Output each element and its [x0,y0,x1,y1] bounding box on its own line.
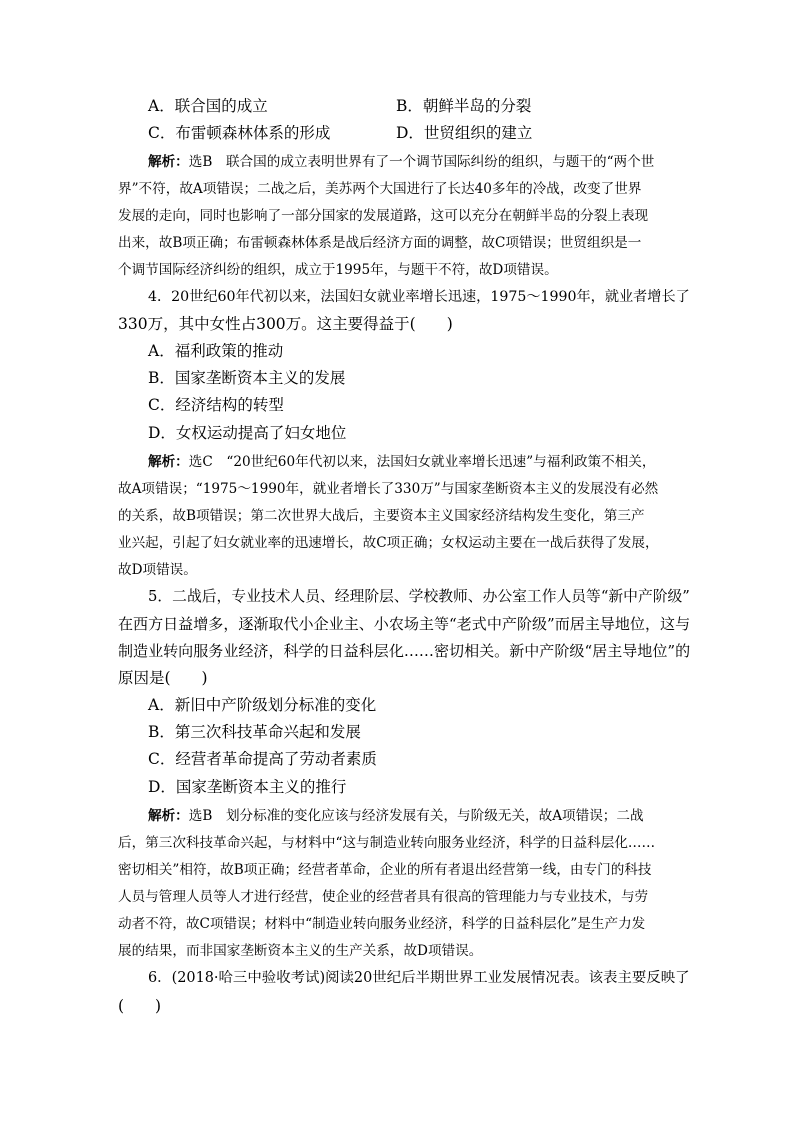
q3-option-b: B．朝鲜半岛的分裂 [396,97,532,115]
q4-explanation-line-1: 解析：选C “20世纪60年代初以来，法国妇女就业率增长迅速”与福利政策不相关， [148,454,656,470]
q5-explanation-line-4: 人员与管理人员等人才进行经营，使企业的经营者具有很高的管理能力与专业技术，与劳 [118,889,649,905]
q4-option-b: B．国家垄断资本主义的发展 [148,369,346,387]
q5-explanation-line-6: 展的结果，而非国家垄断资本主义的生产关系，故D项错误。 [118,943,483,959]
q3-explanation-label: 解析： [148,154,189,170]
q3-options-row-1 [148,96,708,118]
q5-stem-line-3: 制造业转向服务业经济，科学的日益科层化……密切相关。新中产阶级“居主导地位”的 [118,642,691,660]
q5-option-c: C．经营者革命提高了劳动者素质 [148,750,377,768]
q5-explanation-line-2: 后，第三次科技革命兴起，与材料中“这与制造业转向服务业经济，科学的日益科层化…… [118,835,656,851]
q5-option-d: D．国家垄断资本主义的推行 [148,778,347,796]
q4-explanation-line-5: 故D项错误。 [118,562,197,578]
q5-explanation-line-1: 解析：选B 划分标准的变化应该与经济发展有关，与阶级无关，故A项错误；二战 [148,808,644,824]
q4-stem-line-2: 330万，其中女性占300万。这主要得益于( ) [118,315,453,333]
q5-explanation-line-3: 密切相关”相符，故B项正确；经营者革命，企业的所有者退出经营第一线，由专门的科技 [118,862,652,878]
q4-option-d: D．女权运动提高了妇女地位 [148,424,347,442]
q3-explanation-line-4: 出来，故B项正确；布雷顿森林体系是战后经济方面的调整，故C项错误；世贸组织是一 [118,235,642,251]
q3-explanation-line-1: 解析：选B 联合国的成立表明世界有了一个调节国际纠纷的组织，与题干的“两个世 [148,154,655,170]
q4-explanation-line-2: 故A项错误；“1975～1990年，就业者增长了330万”与国家垄断资本主义的发展没有必然 [118,481,659,497]
q3-explanation-line-3: 发展的走向，同时也影响了一部分国家的发展道路，这可以充分在朝鲜半岛的分裂上表现 [118,208,649,224]
q5-option-b: B．第三次科技革命兴起和发展 [148,723,361,741]
q4-option-c: C．经济结构的转型 [148,396,284,414]
q3-options-row-2 [148,123,708,145]
q5-stem-line-1: 5．二战后，专业技术人员、经理阶层、学校教师、办公室工作人员等“新中产阶级” [148,588,690,605]
q6-stem-line-1: 6．(2018·哈三中验收考试)阅读20世纪后半期世界工业发展情况表。该表主要反映了 [148,970,690,986]
q6-stem-line-2: ( ) [118,997,162,1015]
q3-option-c: C．布雷顿森林体系的形成 [148,124,331,142]
q5-explanation-line-5: 动者不符，故C项错误；材料中“制造业转向服务业经济，科学的日益科层化”是生产力发 [118,916,646,932]
q4-explanation-line-3: 的关系，故B项错误；第二次世界大战后，主要资本主义国家经济结构发生变化，第三产 [118,508,645,524]
q4-stem-line-1: 4．20世纪60年代初以来，法国妇女就业率增长迅速，1975～1990年，就业者增长了 [148,289,690,305]
q5-stem-line-4: 原因是( ) [118,669,208,687]
q3-explanation-line-5: 个调节国际经济纠纷的组织，成立于1995年，与题干不符，故D项错误。 [118,262,558,278]
q4-explanation-label: 解析： [148,454,189,470]
q3-option-a: A．联合国的成立 [148,97,268,115]
q4-option-a: A．福利政策的推动 [148,342,284,360]
q3-option-d: D．世贸组织的建立 [396,124,533,142]
q5-option-a: A．新旧中产阶级划分标准的变化 [148,696,377,714]
q5-stem-line-2: 在西方日益增多，逐渐取代小企业主、小农场主等“老式中产阶级”而居主导地位，这与 [118,615,691,633]
q5-explanation-label: 解析： [148,808,189,824]
q3-explanation-line-2: 界”不符，故A项错误；二战之后，美苏两个大国进行了长达40多年的冷战，改变了世界 [118,181,642,197]
q4-explanation-line-4: 业兴起，引起了妇女就业率的迅速增长，故C项正确；女权运动主要在一战后获得了发展， [118,535,659,551]
